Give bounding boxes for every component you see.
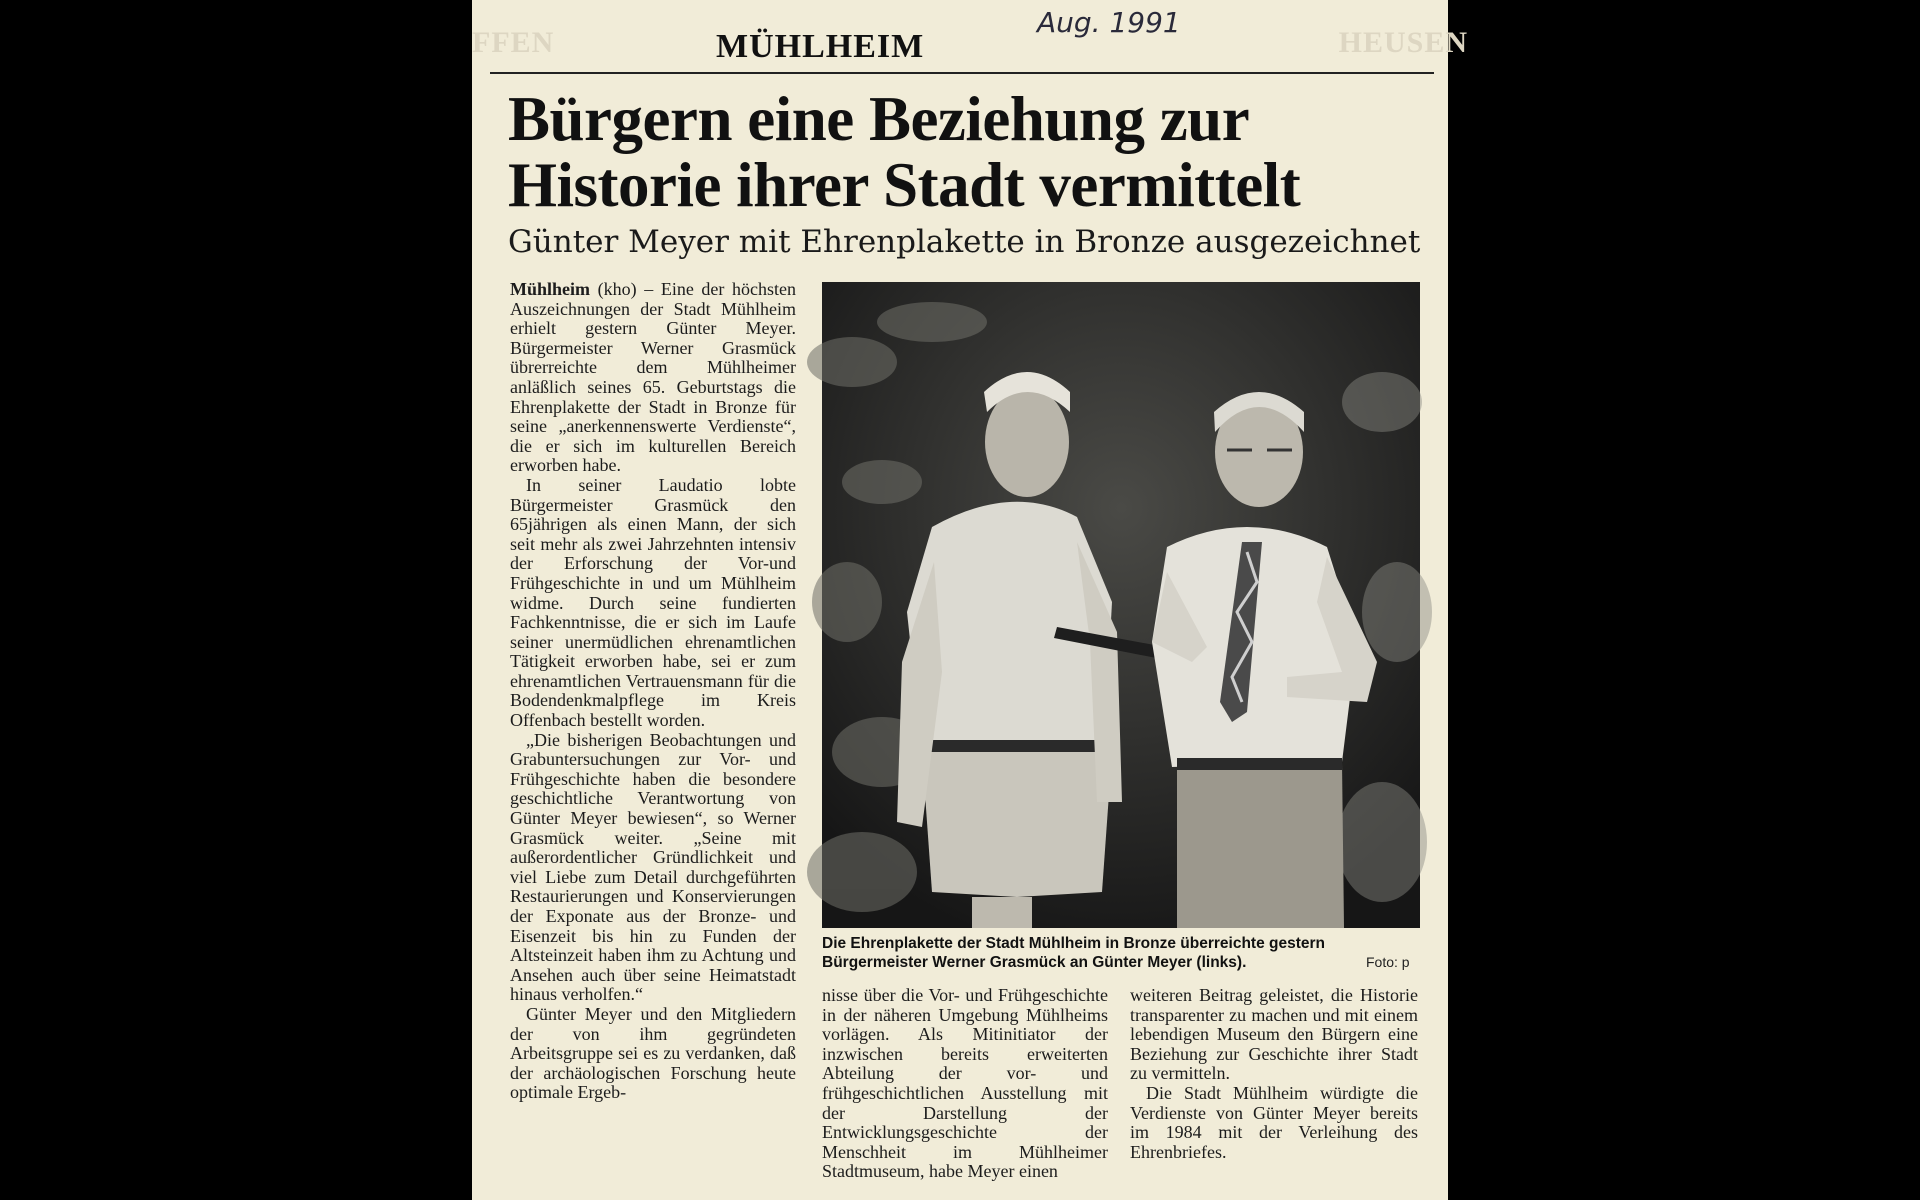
paragraph-5: nisse über die Vor- und Frühgeschichte in der näheren Umgebung Mühlheims vorlägen. Als Mitinitiator der inzwischen bereits erweiterten Abteilung der vor- und frühgeschichtlichen Ausstellung mit der Darstellung der Entwicklungsgeschichte der Menschheit im Mühlheimer Stadtmuseum, habe Meyer einen bbox=[822, 985, 1108, 1182]
photo-caption: Die Ehrenplakette der Stadt Mühlheim in Bronze überreichte gestern Bürgermeister Werner Grasmück an Günter Meyer (links). bbox=[822, 935, 1325, 971]
paragraph-2: In seiner Laudatio lobte Bürgermeister Grasmück den 65jährigen als einen Mann, der sich seit mehr als zwei Jahrzehnten intensiv der Erforschung der Vor-und Frühgeschichte in und um Mühlheim widme. Durch seine fundierten Fachkenntnisse, die er sich im Laufe seiner unermüdlichen ehrenamtlichen Tätigkeit erworben habe, sei er zum ehrenamtlichen Vertrauensmann für die Bodendenkmalpflege im Kreis Offenbach bestellt worden. bbox=[510, 474, 796, 731]
section-rubric: MÜHLHEIM bbox=[710, 28, 930, 66]
headline-line-2: Historie ihrer Stadt vermittelt bbox=[508, 150, 1301, 220]
paragraph-3: „Die bisherigen Beobachtungen und Grabuntersuchungen zur Vor- und Frühgeschichte haben die besondere geschichtliche Verantwortung von Günter Meyer bewiesen“, so Werner Grasmück weiter. „Seine mit außerordentlicher Gründlichkeit und viel Liebe zum Detail durchgeführten Restaurierungen und Konservierungen der Exponate aus der Bronze- und Eisenzeit bis hin zu Funden der Altsteinzeit haben ihm zu Achtung und Ansehen auch über seine Heimatstadt hinaus verholfen.“ bbox=[510, 729, 796, 1005]
article-column-1 bbox=[510, 280, 796, 1188]
newspaper-clipping bbox=[472, 0, 1468, 1200]
adjacent-page-heading-right: HEUSEN bbox=[1338, 26, 1468, 59]
paragraph-4: Günter Meyer und den Mitgliedern der von ihm gegründeten Arbeitsgruppe sei es zu verdanken, daß der archäologischen Forschung heute optimale Ergeb- bbox=[510, 1003, 796, 1103]
article-column-2 bbox=[822, 986, 1108, 1186]
adjacent-page-heading-left: FFEN bbox=[472, 26, 555, 59]
paragraph-1-text: (kho) – Eine der höchsten Auszeichnungen der Stadt Mühlheim erhielt gestern Günter Meyer. Bürgermeister Werner Grasmück übrerreichte dem Mühlheimer anläßlich seines 65. Geburtstags die Ehrenplakette der Stadt in Bronze für seine „anerkennenswerte Verdienste“, die er sich im kulturellen Bereich erworben habe. bbox=[510, 279, 796, 476]
dateline: Mühlheim bbox=[510, 279, 591, 299]
article-column-3 bbox=[1130, 986, 1418, 1186]
photo-two-men-garden bbox=[822, 282, 1420, 928]
photo-credit: Foto: p bbox=[1366, 954, 1410, 970]
headline bbox=[508, 86, 1438, 218]
headline-line-1: Bürgern eine Beziehung zur bbox=[508, 84, 1250, 154]
handwritten-date: Aug. 1991 bbox=[1037, 6, 1181, 39]
subheadline: Günter Meyer mit Ehrenplakette in Bronze ausgezeichnet bbox=[508, 224, 1421, 260]
paragraph-6: weiteren Beitrag geleistet, die Historie transparenter zu machen und mit einem lebendigen Museum den Bürgern eine Beziehung zur Geschichte ihrer Stadt zu vermitteln. bbox=[1130, 985, 1418, 1084]
paragraph-1 bbox=[510, 280, 796, 476]
section-rubric-bar bbox=[490, 20, 1434, 74]
paragraph-7: Die Stadt Mühlheim würdigte die Verdienste von Günter Meyer bereits im 1984 mit der Verleihung des Ehrenbriefes. bbox=[1130, 1082, 1418, 1162]
article-photo bbox=[822, 282, 1420, 928]
